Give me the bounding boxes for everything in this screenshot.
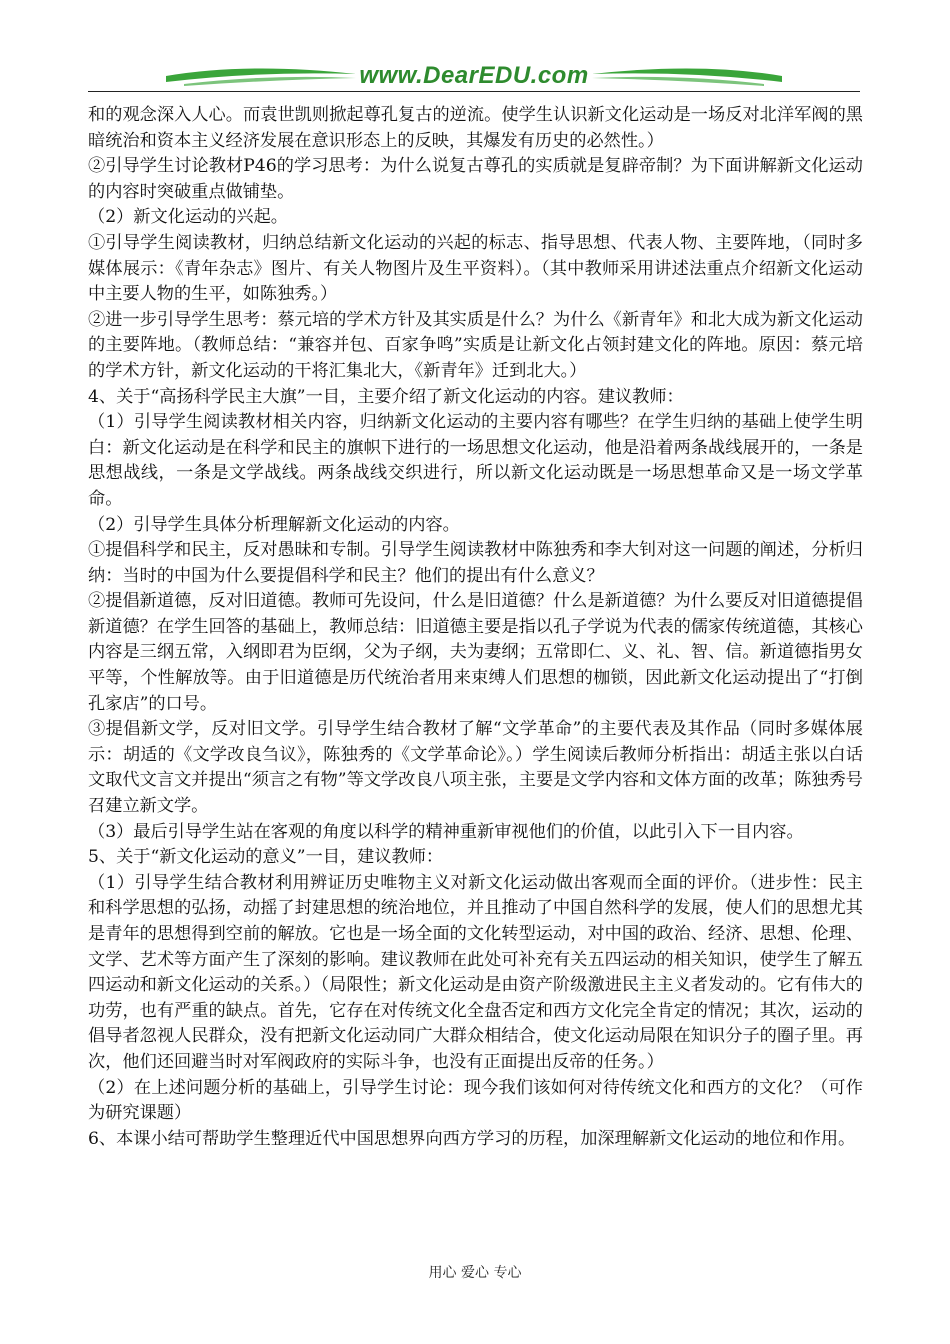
paragraph: 5、关于“新文化运动的意义”一目，建议教师： [88, 847, 444, 868]
paragraph: 和的观念深入人心。而袁世凯则掀起尊孔复古的逆流。使学生认识新文化运动是一场反对北洋军阀的黑暗统治和资本主义经济发展在意识形态上的反映，其爆发有历史的必然性。） [88, 105, 863, 151]
paragraph: ①引导学生阅读教材，归纳总结新文化运动的兴起的标志、指导思想、代表人物、主要阵地，（同时多媒体展示：《青年杂志》图片、有关人物图片及生平资料）。（其中教师采用讲述法重点介绍新文化运动中主要人物的生平，如陈独秀。） [88, 232, 863, 305]
header-divider [88, 91, 860, 92]
paragraph: （3）最后引导学生站在客观的角度以科学的精神重新审视他们的价值，以此引入下一目内容。 [88, 821, 804, 842]
paragraph: 4、关于“高扬科学民主大旗”一目，主要介绍了新文化运动的内容。建议教师： [88, 386, 684, 407]
paragraph: ②进一步引导学生思考：蔡元培的学术方针及其实质是什么？为什么《新青年》和北大成为新文化运动的主要阵地。（教师总结：“兼容并包、百家争鸣”实质是让新文化占领封建文化的阵地。原因：蔡元培的学术方针，新文化运动的干将汇集北大，《新青年》迁到北大。） [88, 309, 863, 381]
page-footer: 用心 爱心 专心 [428, 1265, 522, 1281]
paragraph: （1）引导学生结合教材利用辨证历史唯物主义对新文化运动做出客观而全面的评价。（进步性：民主和科学思想的弘扬，动摇了封建思想的统治地位，并且推动了中国自然科学的发展，使人们的思想尤其是青年的思想得到空前的解放。它也是一场全面的文化转型运动，对中国的政治、经济、思想、伦理、文学、艺术等方面产生了深刻的影响。建议教师在此处可补充有关五四运动的相关知识，使学生了解五四运动和新文化运动的关系。）（局限性；新文化运动是由资产阶级激进民主主义者发动的。它有伟大的功劳，也有严重的缺点。首先，它存在对传统文化全盘否定和西方文化完全肯定的情况；其次，运动的倡导者忽视人民群众，没有把新文化运动同广大群众相结合，使文化运动局限在知识分子的圈子里。再次，他们还回避当时对军阀政府的实际斗争，也没有正面提出反帝的任务。） [88, 872, 863, 1072]
site-logo-text: www.DearEDU.com [359, 62, 589, 89]
paragraph: ③提倡新文学，反对旧文学。引导学生结合教材了解“文学革命”的主要代表及其作品（同时多媒体展示：胡适的《文学改良刍议》，陈独秀的《文学革命论》。）学生阅读后教师分析指出：胡适主张以白话文取代文言文并提出“须言之有物”等文学改良八项主张，主要是文学内容和文体方面的改革；陈独秀号召建立新文学。 [88, 719, 863, 817]
paragraph: ②引导学生讨论教材P46的学习思考：为什么说复古尊孔的实质就是复辟帝制？为下面讲解新文化运动的内容时突破重点做铺垫。 [88, 156, 863, 202]
paragraph: 6、本课小结可帮助学生整理近代中国思想界向西方学习的历程，加深理解新文化运动的地位和作用。 [88, 1128, 856, 1149]
page-header [88, 58, 860, 98]
document-body [88, 103, 863, 1152]
paragraph: ②提倡新道德，反对旧道德。教师可先设问，什么是旧道德？什么是新道德？为什么要反对旧道德提倡新道德？在学生回答的基础上，教师总结：旧道德主要是指以孔子学说为代表的儒家传统道德，其核心内容是三纲五常，入纲即君为臣纲，父为子纲，夫为妻纲；五常即仁、义、礼、智、信。新道德指男女平等，个性解放等。由于旧道德是历代统治者用来束缚人们思想的枷锁，因此新文化运动提出了“打倒孔家店”的口号。 [88, 591, 863, 714]
paragraph: （2）在上述问题分析的基础上，引导学生讨论：现今我们该如何对待传统文化和西方的文化？（可作为研究课题） [88, 1077, 863, 1124]
paragraph: ①提倡科学和民主，反对愚昧和专制。引导学生阅读教材中陈独秀和李大钊对这一问题的阐述，分析归纳：当时的中国为什么要提倡科学和民主？他们的提出有什么意义？ [88, 540, 863, 586]
paragraph: （1）引导学生阅读教材相关内容，归纳新文化运动的主要内容有哪些？在学生归纳的基础上使学生明白：新文化运动是在科学和民主的旗帜下进行的一场思想文化运动，他是沿着两条战线展开的，一条是思想战线，一条是文学战线。两条战线交织进行，所以新文化运动既是一场思想革命又是一场文学革命。 [88, 412, 863, 509]
paragraph: （2）引导学生具体分析理解新文化运动的内容。 [88, 514, 460, 535]
paragraph: （2）新文化运动的兴起。 [88, 207, 288, 228]
